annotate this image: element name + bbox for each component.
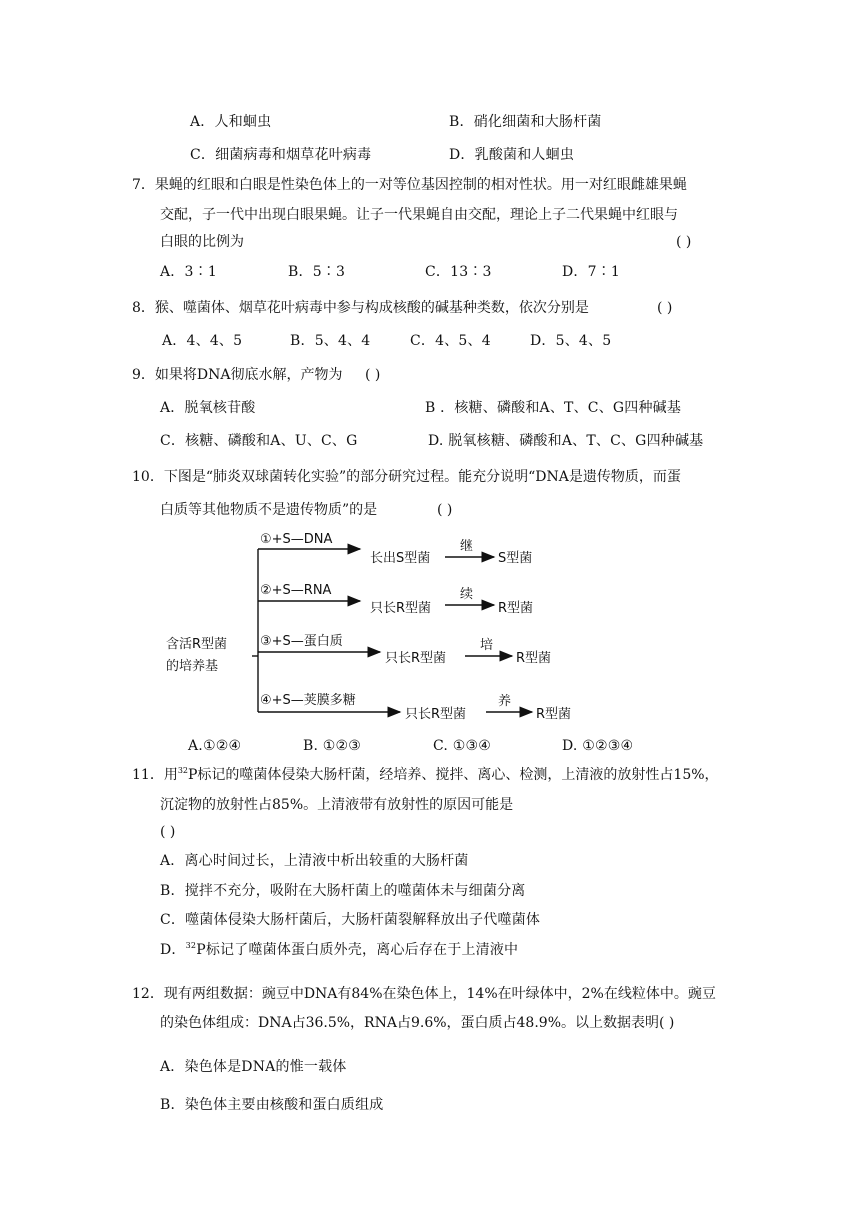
q10-stem-line2: 白质等其他物质不是遗传物质”的是 xyxy=(160,502,378,518)
q8-option-a: A．4、4、5 xyxy=(162,333,243,349)
q11-option-a: A．离心时间过长，上清液中析出较重的大肠杆菌 xyxy=(160,853,469,869)
transformation-experiment-diagram xyxy=(160,528,590,728)
q11-option-c: C．噬菌体侵染大肠杆菌后，大肠杆菌裂解释放出子代噬菌体 xyxy=(160,912,541,928)
q12-option-a: A．染色体是DNA的惟一载体 xyxy=(160,1059,347,1075)
q7-option-c: C．13∶3 xyxy=(425,264,492,280)
branch-4-result: 只长R型菌 xyxy=(405,707,467,722)
branch-1-treatment: ①+S—DNA xyxy=(260,532,333,547)
branch-4-final: R型菌 xyxy=(536,707,572,722)
q12-stem-line1: 12．现有两组数据：豌豆中DNA有84%在染色体上，14%在叶绿体中，2%在线粒体中。豌豆 xyxy=(132,986,716,1002)
q10-stem-line1: 10．下图是“肺炎双球菌转化实验”的部分研究过程。能充分说明“DNA是遗传物质，而蛋 xyxy=(132,469,681,485)
q12-option-b: B．染色体主要由核酸和蛋白质组成 xyxy=(160,1097,384,1113)
q7-stem-line1: 7．果蝇的红眼和白眼是性染色体上的一对等位基因控制的相对性状。用一对红眼雌雄果蝇 xyxy=(132,177,687,193)
branch-1-step-char: 继 xyxy=(460,539,474,554)
q8-answer-paren: ( ) xyxy=(657,300,673,316)
branch-2-step-char: 续 xyxy=(460,587,474,602)
branch-4-step-char: 养 xyxy=(498,694,512,709)
q8-option-b: B．5、4、4 xyxy=(290,333,371,349)
branch-3-result: 只长R型菌 xyxy=(385,651,447,666)
q10-option-d: D. ①②③④ xyxy=(562,738,634,754)
branch-3-step-char: 培 xyxy=(480,638,494,653)
q9-answer-paren: ( ) xyxy=(365,367,381,383)
q8-option-d: D．5、4、5 xyxy=(530,333,612,349)
q7-option-a: A．3∶1 xyxy=(160,264,217,280)
q7-option-d: D．7∶1 xyxy=(562,264,621,280)
q9-option-a: A．脱氧核苷酸 xyxy=(160,400,256,416)
q7-stem-line3: 白眼的比例为 xyxy=(160,234,244,250)
q9-option-d: D. 脱氧核糖、磷酸和A、T、C、G四种碱基 xyxy=(428,433,704,449)
q9-option-c: C．核糖、磷酸和A、U、C、G xyxy=(160,433,358,449)
medium-label-line2: 的培养基 xyxy=(166,659,219,674)
q6-option-a: A．人和蛔虫 xyxy=(190,114,272,130)
branch-1-final: S型菌 xyxy=(498,551,533,566)
q6-option-b: B．硝化细菌和大肠杆菌 xyxy=(449,114,602,130)
branch-2-treatment: ②+S—RNA xyxy=(260,583,332,598)
q8-option-c: C．4、5、4 xyxy=(410,333,491,349)
q7-stem-line2: 交配，子一代中出现白眼果蝇。让子一代果蝇自由交配，理论上子二代果蝇中红眼与 xyxy=(160,207,678,223)
medium-label-line1: 含活R型菌 xyxy=(166,637,228,652)
q9-stem: 9．如果将DNA彻底水解，产物为 xyxy=(132,367,343,383)
q10-option-a: A.①②④ xyxy=(188,738,242,754)
q9-option-b: B ．核糖、磷酸和A、T、C、G四种碱基 xyxy=(425,400,682,416)
q12-stem-line2: 的染色体组成：DNA占36.5%，RNA占9.6%，蛋白质占48.9%。以上数据表明( ) xyxy=(160,1015,675,1031)
q6-option-d: D．乳酸菌和人蛔虫 xyxy=(449,147,575,163)
q10-option-c: C. ①③④ xyxy=(433,738,491,754)
q7-answer-paren: ( ) xyxy=(676,234,692,250)
branch-2-final: R型菌 xyxy=(498,601,534,616)
q11-stem-line1: 11．用$^{32}$P标记的噬菌体侵染大肠杆菌，经培养、搅拌、离心、检测，上清液的放射性占15%， xyxy=(132,766,719,783)
q11-option-b: B．搅拌不充分，吸附在大肠杆菌上的噬菌体未与细菌分离 xyxy=(160,883,526,899)
q8-stem: 8．猴、噬菌体、烟草花叶病毒中参与构成核酸的碱基种类数，依次分别是 xyxy=(132,300,589,316)
branch-3-final: R型菌 xyxy=(516,651,552,666)
q11-answer-paren: ( ) xyxy=(160,824,176,840)
q11-stem-line2: 沉淀物的放射性占85%。上清液带有放射性的原因可能是 xyxy=(160,797,514,813)
q10-option-b: B. ①②③ xyxy=(303,738,362,754)
q7-option-b: B．5∶3 xyxy=(288,264,346,280)
branch-2-result: 只长R型菌 xyxy=(370,601,432,616)
q10-answer-paren: ( ) xyxy=(437,502,453,518)
q6-option-c: C．细菌病毒和烟草花叶病毒 xyxy=(190,147,372,163)
branch-3-treatment: ③+S—蛋白质 xyxy=(260,634,343,649)
branch-4-treatment: ④+S—荚膜多糖 xyxy=(260,693,356,708)
branch-1-result: 长出S型菌 xyxy=(370,551,431,566)
q11-option-d: D．$^{32}$P标记了噬菌体蛋白质外壳，离心后存在于上清液中 xyxy=(160,941,519,958)
